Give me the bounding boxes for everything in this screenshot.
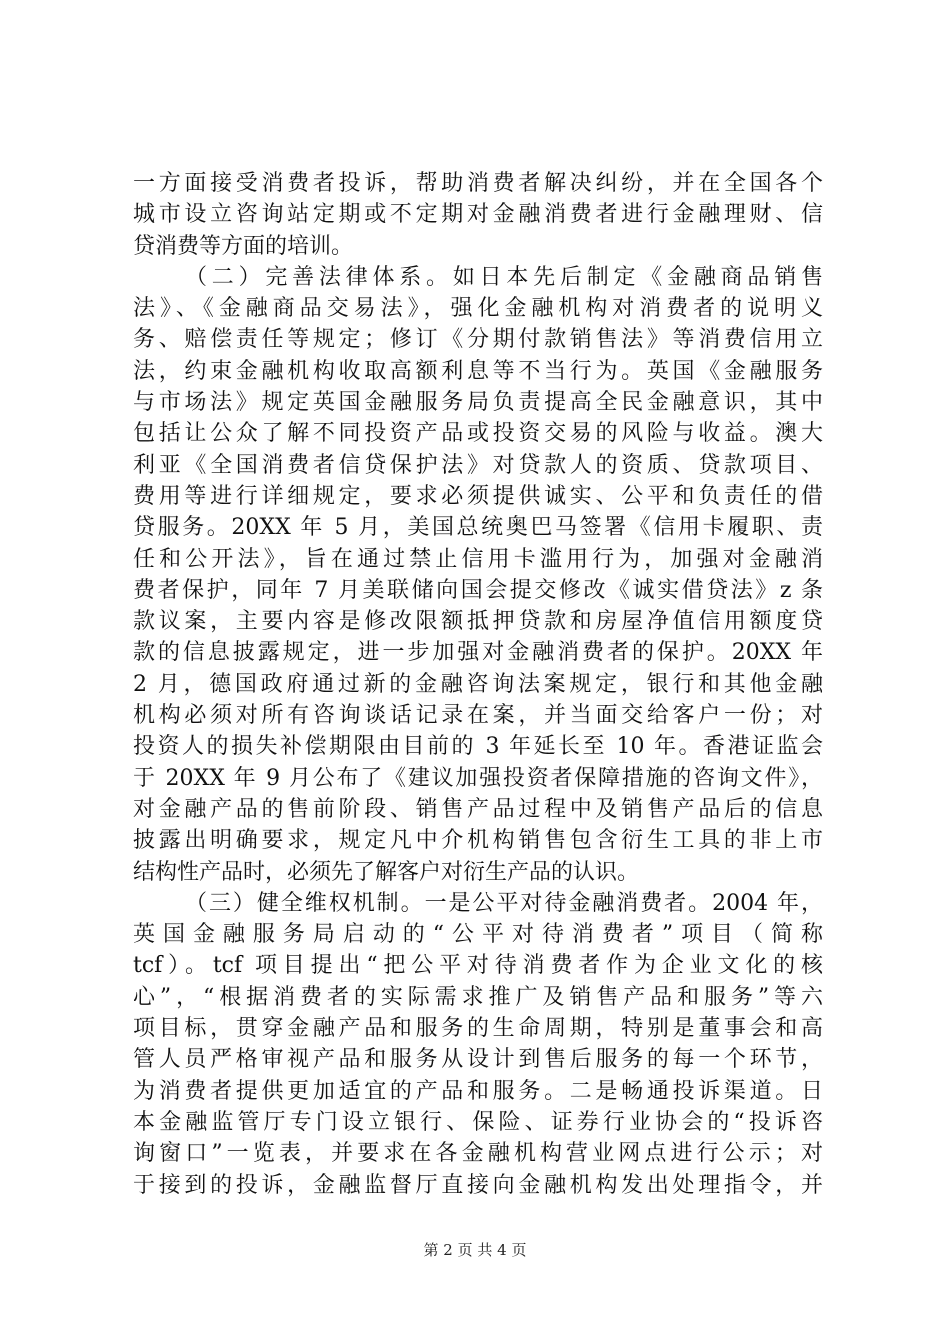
text-line: tcf）。tcf 项目提出“把公平对待消费者作为企业文化的核: [133, 953, 823, 979]
text-line: 费者保护，同年 7 月美联储向国会提交修改《诚实借贷法》z 条: [133, 577, 823, 603]
text-line: 费用等进行详细规定，要求必须提供诚实、公平和负责任的借: [133, 483, 823, 509]
text-line: 披露出明确要求，规定凡中介机构销售包含衍生工具的非上市: [133, 828, 823, 854]
text-line: 于接到的投诉，金融监督厅直接向金融机构发出处理指令，并: [133, 1172, 823, 1198]
text-line: 英国金融服务局启动的“公平对待消费者”项目（简称: [133, 922, 823, 948]
text-line: 机构必须对所有咨询谈话记录在案，并当面交给客户一份；对: [133, 703, 823, 729]
text-line: 结构性产品时，必须先了解客户对衍生产品的认识。: [133, 859, 640, 885]
text-line: 利亚《全国消费者信贷保护法》对贷款人的资质、贷款项目、: [133, 452, 823, 478]
section-heading-line: （二）完善法律体系。如日本先后制定《金融商品销售: [185, 264, 823, 290]
text-line: 投资人的损失补偿期限由目前的 3 年延长至 10 年。香港证监会: [133, 734, 823, 760]
text-line: 询窗口”一览表，并要求在各金融机构营业网点进行公示；对: [133, 1141, 823, 1167]
text-line: 城市设立咨询站定期或不定期对金融消费者进行金融理财、信: [133, 202, 823, 228]
text-line: 法》、《金融商品交易法》，强化金融机构对消费者的说明义: [133, 296, 823, 322]
text-line: 2 月，德国政府通过新的金融咨询法案规定，银行和其他金融: [133, 671, 823, 697]
section-heading-line: （三）健全维权机制。一是公平对待金融消费者。2004 年，: [185, 890, 823, 916]
text-line: 与市场法》规定英国金融服务局负责提高全民金融意识，其中: [133, 390, 823, 416]
text-line: 为消费者提供更加适宜的产品和服务。二是畅通投诉渠道。日: [133, 1078, 823, 1104]
page-number-footer: 第 2 页 共 4 页: [423, 1241, 527, 1259]
text-line: 任和公开法》，旨在通过禁止信用卡滥用行为，加强对金融消: [133, 546, 823, 572]
text-line: 款议案，主要内容是修改限额抵押贷款和房屋净值信用额度贷: [133, 609, 823, 635]
text-line: 管人员严格审视产品和服务从设计到售后服务的每一个环节，: [133, 1047, 823, 1073]
text-line: 一方面接受消费者投诉，帮助消费者解决纠纷，并在全国各个: [133, 171, 823, 196]
text-line: 款的信息披露规定，进一步加强对金融消费者的保护。20XX 年: [133, 640, 823, 666]
text-line: 贷消费等方面的培训。: [133, 233, 354, 259]
text-line: 贷服务。20XX 年 5 月，美国总统奥巴马签署《信用卡履职、责: [133, 515, 823, 541]
body-text: [133, 168, 823, 1201]
text-line: 务、赔偿责任等规定；修订《分期付款销售法》等消费信用立: [133, 327, 823, 353]
text-line: 包括让公众了解不同投资产品或投资交易的风险与收益。澳大: [133, 421, 823, 447]
text-line: 本金融监管厅专门设立银行、保险、证券行业协会的“投诉咨: [133, 1109, 823, 1135]
text-line: 于 20XX 年 9 月公布了《建议加强投资者保障措施的咨询文件》，: [133, 765, 823, 791]
text-line: 心”，“根据消费者的实际需求推广及销售产品和服务”等六: [133, 984, 823, 1010]
text-line: 法，约束金融机构收取高额利息等不当行为。英国《金融服务: [133, 358, 823, 384]
text-line: 项目标，贯穿金融产品和服务的生命周期，特别是董事会和高: [133, 1016, 823, 1042]
text-line: 对金融产品的售前阶段、销售产品过程中及销售产品后的信息: [133, 796, 823, 822]
